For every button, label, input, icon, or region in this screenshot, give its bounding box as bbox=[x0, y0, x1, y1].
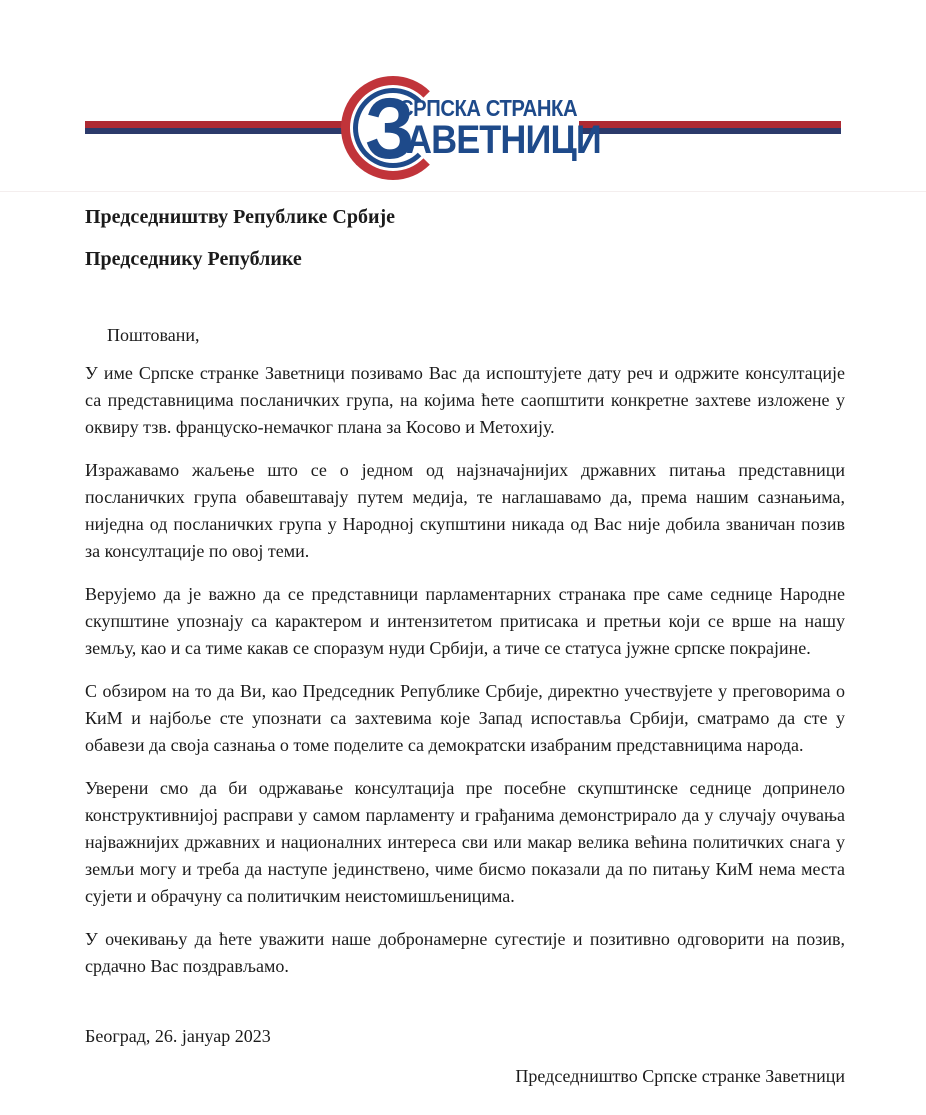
recipient-line-2: Председнику Републике bbox=[85, 248, 302, 270]
recipient-line-1: Председништву Републике Србије bbox=[85, 206, 395, 228]
letterhead-stripe-left bbox=[85, 121, 347, 134]
paragraph-5: Уверени смо да би одржавање консултација пре посебне скупштинске седнице допринело конструктивнијој расправи у самом парламенту и грађанима демонстрирало да у случају очувања најважнијих државних и националних интереса сви или макар велика већина политичких снага у земљи могу и треба да наступе јединствено, чиме бисмо показали да по питању КиМ нема места сујети и обрачуну са политичким неистомишљеницима. bbox=[85, 778, 845, 906]
paragraph-1: У име Српске странке Заветници позивамо Вас да испоштујете дату реч и одржите консултације са представницима посланичких група, на којима ћете саопштити конкретне захтеве изложене у оквиру тзв. француско-немачког плана за Косово и Метохију. bbox=[85, 363, 845, 437]
paragraph-3: Верујемо да је важно да се представници парламентарних странака пре саме седнице Народне скупштине упознају са карактером и интензитетом притисака и претњи који се врше на нашу земљу, као и са тиме какав се споразум нуди Србији, а тиче се статуса јужне српске покрајине. bbox=[85, 584, 845, 658]
paragraph-6: У очекивању да ћете уважити наше добронамерне сугестије и позитивно одговорити на позив, срдачно Вас поздрављамо. bbox=[85, 929, 845, 976]
signature: Председништво Српске странке Заветници bbox=[515, 1066, 845, 1086]
logo-wordmark bbox=[399, 96, 623, 160]
paragraph-2: Изражавамо жаљење што се о једном од најзначајнијих државних питања представници посланичких група обавештавају путем медија, те наглашавамо да, према нашим сазнањима, ниједна од посланичких група у Народној скупштини никада од Вас није добила званичан позив за консултације по овој теми. bbox=[85, 460, 845, 561]
party-logo bbox=[341, 76, 601, 182]
letterhead-row bbox=[0, 76, 926, 182]
dateline: Београд, 26. јануар 2023 bbox=[85, 1026, 271, 1046]
letterhead bbox=[0, 0, 926, 192]
stripe-red-band bbox=[85, 121, 347, 128]
stripe-blue-band bbox=[85, 128, 347, 134]
party-name-top: СРПСКА СТРАНКА bbox=[399, 95, 578, 121]
party-name-bottom: АВЕТНИЦИ bbox=[406, 118, 601, 162]
logo-initial-letter: З bbox=[365, 81, 415, 177]
letter-body bbox=[0, 192, 926, 1090]
paragraph-4: С обзиром на то да Ви, као Председник Републике Србије, директно учествујете у преговорима о КиМ и најбоље сте упознати са захтевима које Запад испоставља Србији, сматрамо да сте у обавези да своја сазнања о томе поделите са демократски изабраним представницима народа. bbox=[85, 681, 845, 755]
salutation: Поштовани, bbox=[107, 325, 200, 345]
